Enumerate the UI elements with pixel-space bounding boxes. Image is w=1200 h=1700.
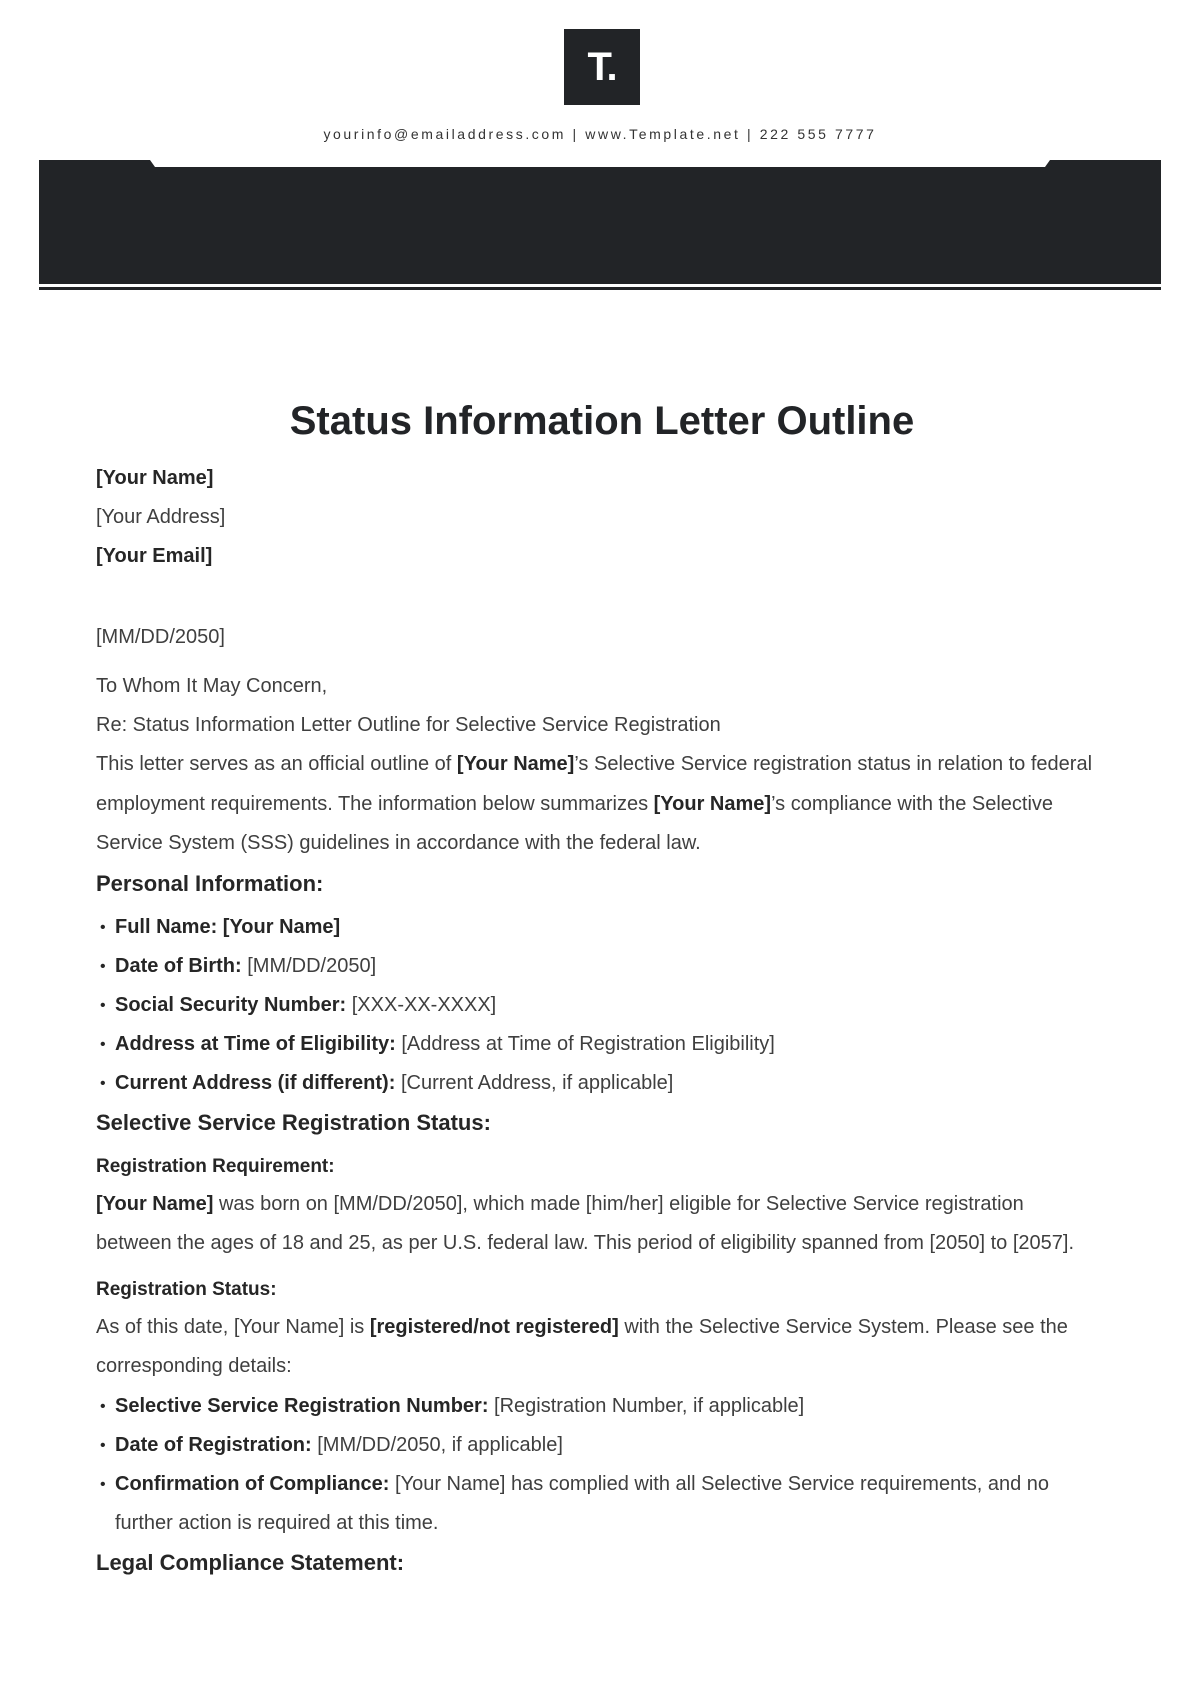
item-label: Date of Registration: <box>115 1433 312 1456</box>
intro-text-2: ’s Selective Service registration status in relation to federal employment requirements. The information below summarizes <box>96 753 1093 815</box>
intro-text-1: This letter serves as an official outline of <box>96 753 457 775</box>
status-text-2: with the Selective Service System. Please see the corresponding details: <box>96 1315 1068 1377</box>
sender-name: [Your Name] <box>96 467 214 489</box>
item-label: Selective Service Registration Number: <box>115 1394 489 1417</box>
requirement-name: [Your Name] <box>96 1192 214 1215</box>
item-label: Address at Time of Eligibility: <box>115 1032 396 1055</box>
banner-shape <box>39 160 1161 284</box>
item-value: [Address at Time of Registration Eligibility] <box>401 1032 775 1055</box>
list-item <box>96 1387 1096 1426</box>
requirement-text: was born on [MM/DD/2050], which made [him/her] eligible for Selective Service registration between the ages of 18 and 25, as per U.S. federal law. This period of eligibility spanned from [2050] to [2057]. <box>96 1192 1075 1254</box>
contact-line: yourinfo@emailaddress.com | www.Template.net | 222 555 7777 <box>323 126 877 142</box>
item-label: Date of Birth: <box>115 954 242 977</box>
status-value: [registered/not registered] <box>369 1315 619 1338</box>
item-label: Current Address (if different): <box>115 1071 396 1094</box>
item-value: [Your Name] has complied with all Selective Service requirements, and no further action is required at this time. <box>115 1472 1050 1534</box>
personal-info-heading: Personal Information: <box>96 870 324 896</box>
header-banner <box>39 160 1161 290</box>
item-label: Confirmation of Compliance: <box>115 1472 390 1495</box>
list-item <box>96 1025 1096 1064</box>
logo-text: T. <box>587 45 617 89</box>
intro-name-2: [Your Name] <box>653 792 772 815</box>
item-value: [Registration Number, if applicable] <box>494 1394 805 1417</box>
item-label: Full Name: [Your Name] <box>115 915 341 938</box>
subject-line: Re: Status Information Letter Outline for Selective Service Registration <box>96 714 721 736</box>
list-item <box>96 986 1096 1025</box>
list-item <box>96 1426 1096 1465</box>
list-item <box>96 1465 1096 1543</box>
legal-compliance-heading: Legal Compliance Statement: <box>96 1549 405 1575</box>
status-details-list <box>96 1387 1096 1543</box>
registration-status-subheading: Registration Status: <box>96 1278 277 1300</box>
page-title: Status Information Letter Outline <box>289 399 915 443</box>
sender-address: [Your Address] <box>96 506 226 528</box>
registration-status-heading: Selective Service Registration Status: <box>96 1109 491 1135</box>
item-value: [MM/DD/2050, if applicable] <box>317 1433 563 1456</box>
item-value: [Current Address, if applicable] <box>400 1071 674 1094</box>
status-text-1: As of this date, [Your Name] is <box>96 1315 370 1338</box>
list-item <box>96 1064 1096 1103</box>
sender-email: [Your Email] <box>96 545 213 567</box>
intro-text-3: ’s compliance with the Selective Service System (SSS) guidelines in accordance with the federal law. <box>96 792 1054 854</box>
list-item <box>96 947 1096 986</box>
brand-logo <box>564 29 640 105</box>
personal-info-list <box>96 908 1096 1103</box>
item-value: [MM/DD/2050] <box>247 954 377 977</box>
list-item <box>96 908 1096 947</box>
intro-name-1: [Your Name] <box>456 753 575 775</box>
letter-body <box>96 380 1096 1581</box>
banner-underline <box>39 287 1161 290</box>
item-label: Social Security Number: <box>115 993 347 1016</box>
intro-paragraph <box>96 745 1096 864</box>
requirement-paragraph <box>96 1185 1096 1264</box>
registration-requirement-heading: Registration Requirement: <box>96 1155 335 1177</box>
status-paragraph <box>96 1308 1096 1387</box>
salutation: To Whom It May Concern, <box>96 675 328 697</box>
item-value: [XXX-XX-XXXX] <box>351 993 497 1016</box>
letter-date: [MM/DD/2050] <box>96 626 225 648</box>
